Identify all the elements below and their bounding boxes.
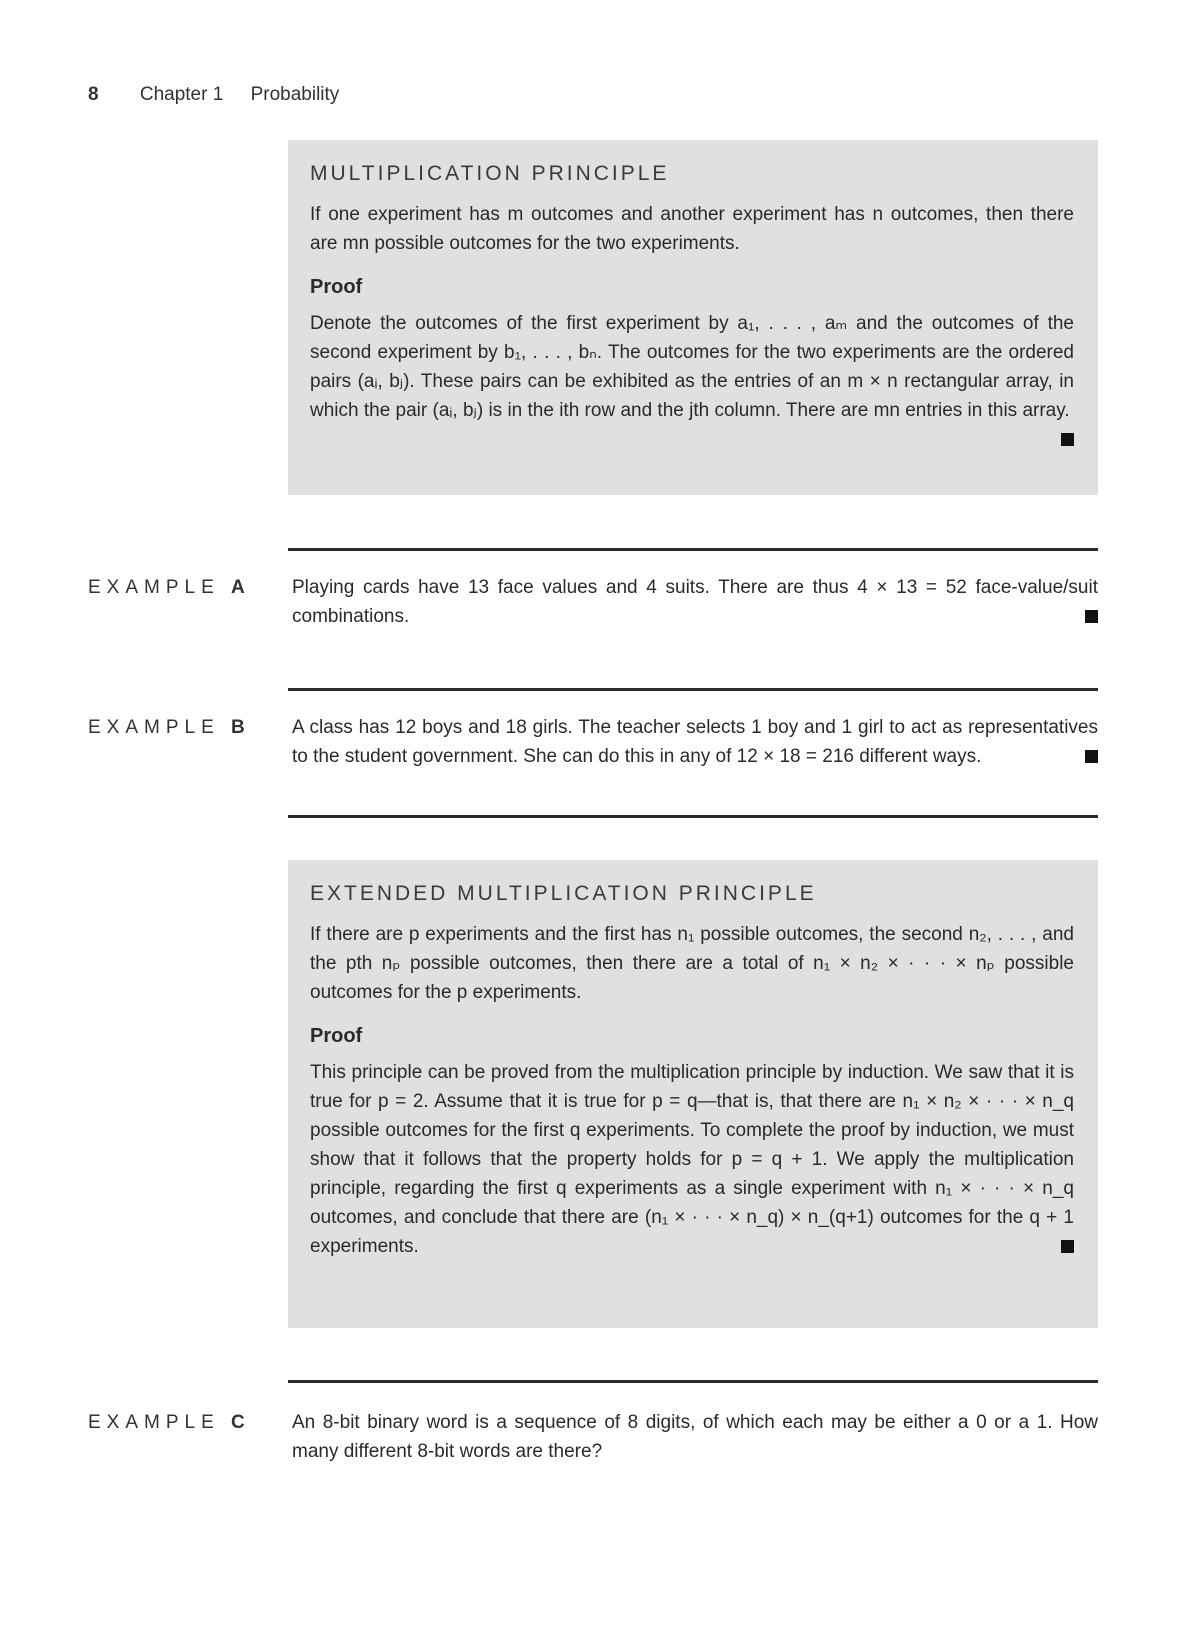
box-title: EXTENDED MULTIPLICATION PRINCIPLE [310, 882, 817, 905]
extended-multiplication-principle-box [288, 860, 1098, 1328]
example-a-body: Playing cards have 13 face values and 4 suits. There are thus 4 × 13 = 52 face-value/suit combinations. [292, 577, 1098, 627]
qed-square [1061, 1240, 1074, 1253]
proof-heading: Proof [310, 1025, 363, 1047]
page-number: 8 [88, 84, 99, 105]
section-rule [288, 688, 1098, 691]
qed-square [1085, 750, 1098, 763]
section-rule [288, 815, 1098, 818]
qed-square [1061, 433, 1074, 446]
chapter-label: Chapter 1 [139, 84, 224, 105]
example-a-label: EXAMPLE A [88, 577, 251, 598]
principle-statement: If there are p experiments and the first has n₁ possible outcomes, the second n₂, . . . , and the pth nₚ possible outcomes, then there are a total of n₁ × n₂ × · · · × nₚ possible outcomes for the p experiments. [310, 924, 1074, 1003]
proof-text: This principle can be proved from the multiplication principle by induction. We saw that it is true for p = 2. Assume that it is true for p = q—that is, that there are n₁ × n₂ × · · · × n_q possible outcomes for the first q experiments. To complete the proof by induction, we must show that it follows that the property holds for p = q + 1. We apply the multiplication principle, regarding the first q experiments as a single experiment with n₁ × · · · × n_q outcomes, and conclude that there are (n₁ × · · · × n_q) × n_(q+1) outcomes for the q + 1 experiments. [310, 1062, 1074, 1257]
box-title: MULTIPLICATION PRINCIPLE [310, 162, 670, 185]
qed-square [1085, 610, 1098, 623]
example-b-body: A class has 12 boys and 18 girls. The teacher selects 1 boy and 1 girl to act as representatives to the student government. She can do this in any of 12 × 18 = 216 different ways. [292, 717, 1098, 767]
multiplication-principle-box [288, 140, 1098, 495]
section-label: Probability [250, 84, 340, 105]
example-c-body: An 8-bit binary word is a sequence of 8 digits, of which each may be either a 0 or a 1. How many different 8-bit words are there? [292, 1412, 1098, 1462]
proof-heading: Proof [310, 276, 363, 298]
section-rule [288, 1380, 1098, 1383]
principle-statement: If one experiment has m outcomes and another experiment has n outcomes, then there are mn possible outcomes for the two experiments. [310, 204, 1074, 254]
running-head [88, 84, 339, 106]
section-rule [288, 548, 1098, 551]
example-c-label: EXAMPLE C [88, 1412, 251, 1433]
example-b-label: EXAMPLE B [88, 717, 251, 738]
proof-text: Denote the outcomes of the first experiment by a₁, . . . , aₘ and the outcomes of the second experiment by b₁, . . . , bₙ. The outcomes for the two experiments are the ordered pairs (aᵢ, bⱼ). These pairs can be exhibited as the entries of an m × n rectangular array, in which the pair (aᵢ, bⱼ) is in the ith row and the jth column. There are mn entries in this array. [310, 309, 1074, 425]
